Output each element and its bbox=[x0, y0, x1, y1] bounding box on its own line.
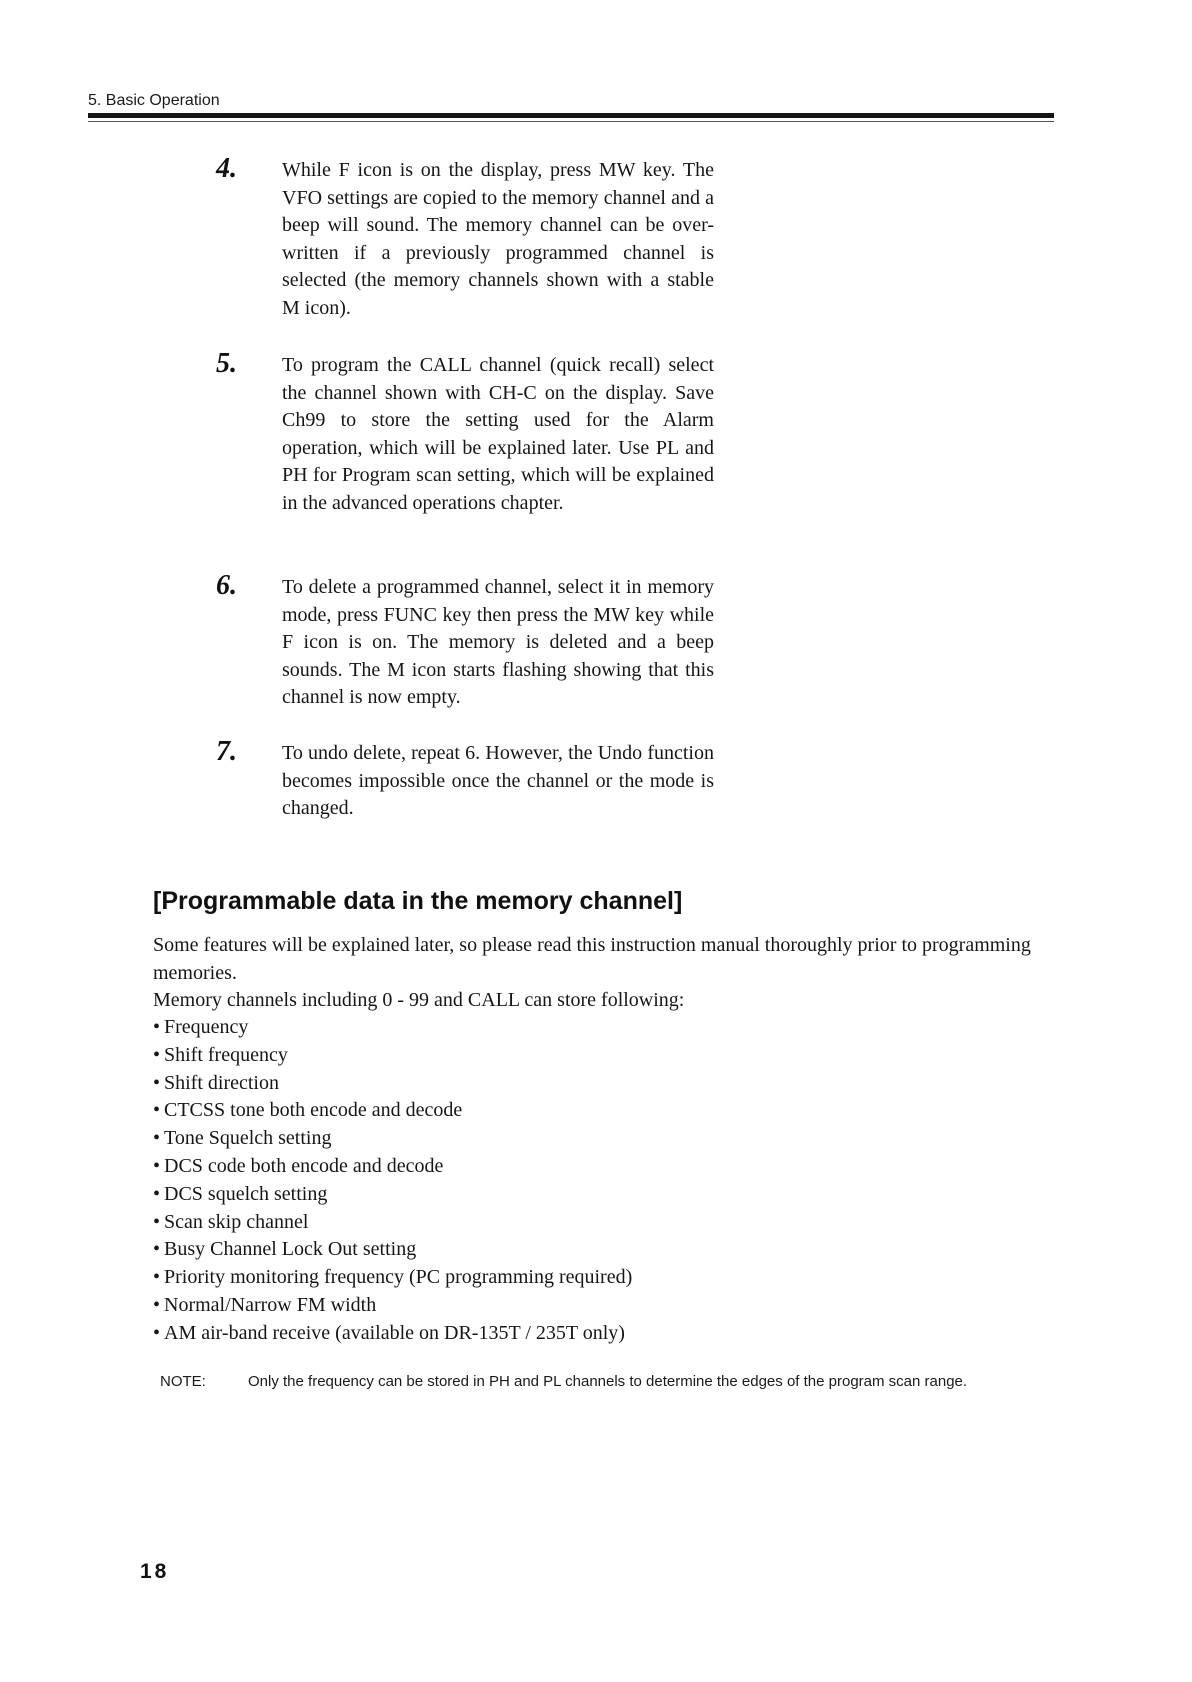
intro-paragraph-2: Memory channels including 0 - 99 and CALL can store following: bbox=[153, 989, 685, 1011]
note-label: NOTE: bbox=[160, 1373, 206, 1390]
feature-list bbox=[153, 1014, 632, 1348]
list-item bbox=[153, 1292, 632, 1320]
step-number-6: 6. bbox=[216, 570, 237, 601]
bullet-icon: • bbox=[153, 1321, 161, 1344]
list-item bbox=[153, 1209, 632, 1237]
bullet-icon: • bbox=[153, 1127, 161, 1150]
step-number-4: 4. bbox=[216, 153, 237, 184]
page-number: 18 bbox=[140, 1560, 170, 1583]
intro-paragraph-1: Some features will be explained later, so please read this instruction manual thoroughly prior to programming memories. bbox=[153, 934, 1031, 984]
bullet-icon: • bbox=[153, 1016, 161, 1038]
feature-label: Shift direction bbox=[164, 1071, 279, 1094]
feature-label: AM air-band receive (available on DR-135T / 235T only) bbox=[164, 1321, 625, 1344]
bullet-icon: • bbox=[153, 1238, 161, 1261]
note-block bbox=[160, 1367, 1060, 1396]
bullet-icon: • bbox=[153, 1154, 161, 1177]
bullet-icon: • bbox=[153, 1071, 161, 1094]
step-number-7: 7. bbox=[216, 736, 237, 767]
step-number-5: 5. bbox=[216, 348, 237, 379]
bullet-icon: • bbox=[153, 1182, 161, 1205]
step-text-6: To delete a programmed channel, select it in memory mode, press FUNC key then press the MW key while F icon is on. The memory is deleted and a beep sounds. The M icon starts flashing showing that this channel is now empty. bbox=[282, 576, 714, 708]
feature-label: Shift frequency bbox=[164, 1043, 288, 1066]
header-rule bbox=[88, 113, 1054, 118]
list-item bbox=[153, 1320, 632, 1348]
feature-label: Scan skip channel bbox=[164, 1210, 309, 1233]
step-text-5: To program the CALL channel (quick recall) select the channel shown with CH-C on the display. Save Ch99 to store the setting used for the Alarm operation, which will be explained later. Use PL and PH for Program scan setting, which will be explained in the advanced operations chapter. bbox=[282, 354, 714, 514]
list-item bbox=[153, 1014, 632, 1042]
list-item bbox=[153, 1070, 632, 1098]
list-item bbox=[153, 1042, 632, 1070]
list-item bbox=[153, 1181, 632, 1209]
feature-label: Busy Channel Lock Out setting bbox=[164, 1238, 417, 1261]
feature-label: Priority monitoring frequency (PC programming required) bbox=[164, 1266, 633, 1289]
header-rule-thin bbox=[88, 121, 1054, 122]
list-item bbox=[153, 1153, 632, 1181]
bullet-icon: • bbox=[153, 1293, 161, 1316]
feature-label: Tone Squelch setting bbox=[164, 1127, 332, 1150]
step-text-7: To undo delete, repeat 6. However, the Undo function becomes impossible once the channel or the mode is changed. bbox=[282, 742, 714, 819]
feature-label: Normal/Narrow FM width bbox=[164, 1293, 377, 1316]
bullet-icon: • bbox=[153, 1099, 161, 1122]
feature-label: DCS squelch setting bbox=[164, 1182, 328, 1205]
running-header-section-title: 5. Basic Operation bbox=[88, 92, 220, 109]
section-heading: [Programmable data in the memory channel] bbox=[153, 887, 683, 915]
list-item bbox=[153, 1264, 632, 1292]
list-item bbox=[153, 1097, 632, 1125]
bullet-icon: • bbox=[153, 1043, 161, 1066]
feature-label: CTCSS tone both encode and decode bbox=[164, 1099, 463, 1122]
step-text-4: While F icon is on the display, press MW key. The VFO settings are copied to the memory channel and a beep will sound. The memory channel can be over-written if a previously programmed channel is selected (the memory channels shown with a stable M icon). bbox=[282, 159, 714, 319]
feature-label: DCS code both encode and decode bbox=[164, 1154, 444, 1177]
list-item bbox=[153, 1125, 632, 1153]
list-item bbox=[153, 1236, 632, 1264]
note-text: Only the frequency can be stored in PH and PL channels to determine the edges of the program scan range. bbox=[248, 1373, 968, 1390]
bullet-icon: • bbox=[153, 1266, 161, 1289]
section-intro bbox=[153, 932, 1053, 1015]
feature-label: Frequency bbox=[164, 1016, 249, 1038]
bullet-icon: • bbox=[153, 1210, 161, 1233]
